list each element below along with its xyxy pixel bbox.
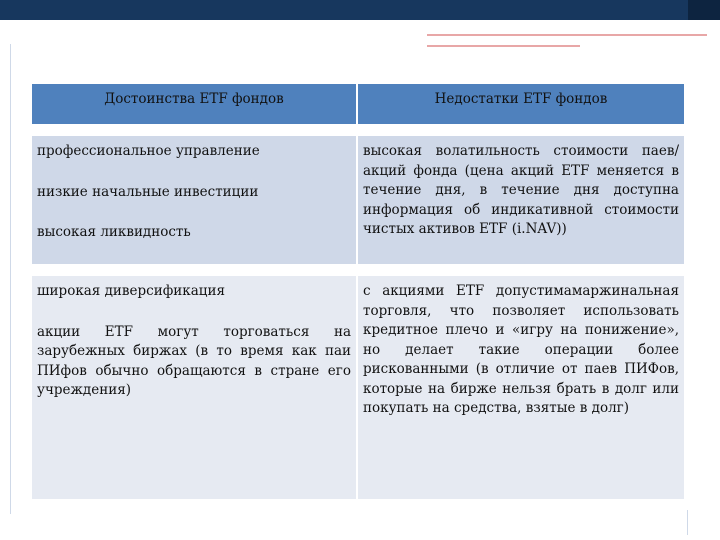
disadvantages-cell-1	[357, 136, 684, 264]
advantage-item: высокая ликвидность	[37, 224, 191, 240]
disadvantage-item: с акциями ETF допустимамаржинальная торговля, что позволяет использовать кредитное плечо и «игру на понижение», но делает такие операции более рискованными (в отличие от паев ПИФов, которые на бирже нельзя брать в долг или покупать на средства, взятые в долг)	[363, 283, 679, 416]
advantages-cell-1	[32, 136, 357, 264]
left-decorative-rule	[10, 44, 11, 514]
row-separator	[32, 264, 684, 276]
bottom-right-decorative-rule	[687, 510, 688, 535]
disadvantages-cell-2	[357, 276, 684, 499]
header-advantages: Достоинства ETF фондов	[32, 84, 357, 124]
disadvantage-item: высокая волатильность стоимости паев/акций фонда (цена акций ETF меняется в течение дня, в течение дня доступна информация об индикативной стоимости чистых активов ETF (i.NAV))	[363, 143, 679, 237]
accent-line-lower	[427, 45, 580, 47]
table-header-row	[32, 84, 684, 124]
header-disadvantages: Недостатки ETF фондов	[357, 84, 684, 124]
top-decorative-bar	[0, 0, 720, 20]
advantage-item: низкие начальные инвестиции	[37, 183, 259, 200]
accent-line-upper	[427, 34, 707, 36]
advantage-item: широкая диверсификация	[37, 283, 225, 299]
advantages-cell-2	[32, 276, 357, 499]
table-row	[32, 136, 684, 264]
etf-comparison-table	[32, 84, 684, 499]
advantage-item: профессиональное управление	[37, 143, 260, 159]
table-row	[32, 276, 684, 499]
header-separator	[32, 124, 684, 136]
top-decorative-bar-corner	[688, 0, 720, 20]
advantage-item: акции ETF могут торговаться на зарубежных биржах (в то время как паи ПИфов обычно обращаются в стране его учреждения)	[37, 323, 351, 398]
